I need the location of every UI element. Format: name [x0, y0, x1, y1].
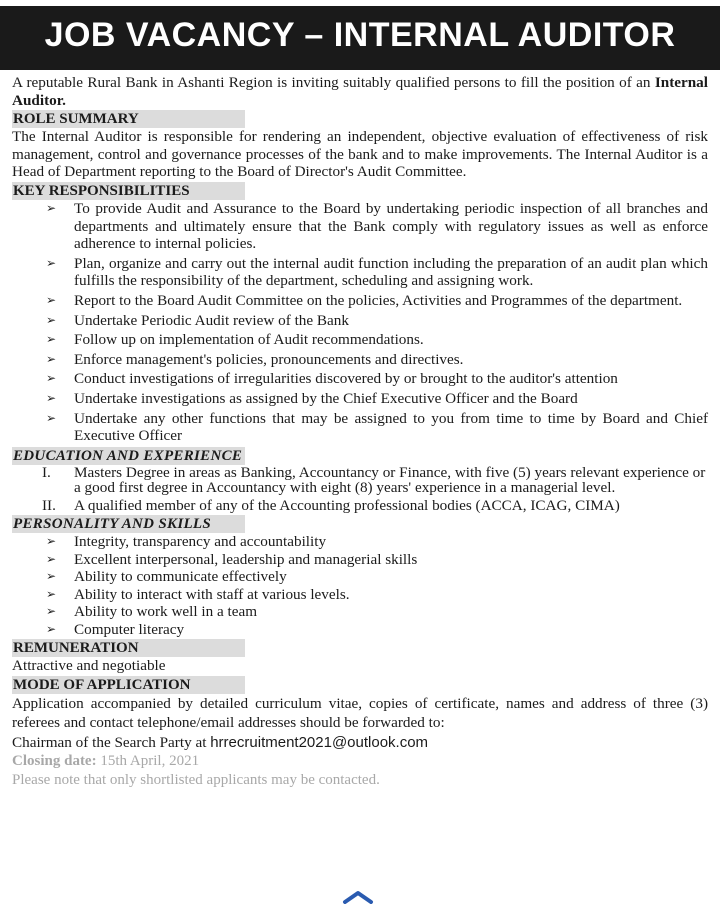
- bullet-arrow-icon: ➢: [46, 312, 57, 327]
- vacancy-document: [12, 74, 708, 790]
- bullet-arrow-icon: ➢: [46, 200, 57, 215]
- chevron-up-icon[interactable]: [341, 890, 375, 904]
- bullet-arrow-icon: ➢: [46, 604, 57, 619]
- closing-date-value: 15th April, 2021: [100, 753, 200, 770]
- list-item: ➢ Undertake Periodic Audit review of the Bank: [46, 311, 349, 329]
- contact-email: hrrecruitment2021@outlook.com: [210, 733, 429, 751]
- list-item: ➢ Ability to interact with staff at various levels.: [46, 585, 350, 603]
- skills-list: [12, 533, 708, 638]
- bullet-arrow-icon: ➢: [46, 351, 57, 366]
- chairman-line: Chairman of the Search Party at hrrecruitment2021@outlook.com: [12, 733, 429, 751]
- page-title: JOB VACANCY – INTERNAL AUDITOR: [44, 16, 676, 54]
- list-item: ➢ Excellent interpersonal, leadership and managerial skills: [46, 550, 418, 568]
- bullet-arrow-icon: ➢: [46, 371, 57, 386]
- list-item: I. Masters Degree in areas as Banking, Accountancy or Finance, with five (5) years relevant experience or a good first degree in Accountancy with eight (8) years' experience in a managerial level.: [42, 463, 706, 497]
- bullet-arrow-icon: ➢: [46, 534, 57, 549]
- section-heading-education: EDUCATION AND EXPERIENCE: [12, 447, 245, 465]
- intro-paragraph: [12, 74, 708, 109]
- bullet-arrow-icon: ➢: [46, 621, 57, 636]
- application-text: Application accompanied by detailed curriculum vitae, copies of certificate, names and address of three (3) referees and contact telephone/email addresses should be forwarded to:: [12, 694, 708, 732]
- list-item: II. A qualified member of any of the Accounting professional bodies (ACCA, ICAG, CIMA): [42, 496, 620, 514]
- list-item: ➢ Plan, organize and carry out the internal audit function including the preparation of an audit plan which fulfills the responsibility of the department, scheduling and assigning work.: [46, 254, 708, 290]
- list-item: ➢ Follow up on implementation of Audit recommendations.: [46, 331, 424, 349]
- education-list: [12, 465, 708, 514]
- list-item: ➢ Ability to communicate effectively: [46, 568, 287, 586]
- responsibilities-list: [12, 200, 708, 445]
- section-heading-application: MODE OF APPLICATION: [12, 676, 245, 694]
- intro-position: Internal Auditor.: [12, 74, 708, 109]
- title-banner: [0, 6, 720, 70]
- remuneration-text: Attractive and negotiable: [12, 657, 166, 675]
- section-heading-role-summary: ROLE SUMMARY: [12, 110, 245, 128]
- list-item: ➢ Report to the Board Audit Committee on the policies, Activities and Programmes of the department.: [46, 291, 683, 309]
- bullet-arrow-icon: ➢: [46, 390, 57, 405]
- bullet-arrow-icon: ➢: [46, 332, 57, 347]
- list-item: ➢ To provide Audit and Assurance to the Board by undertaking periodic inspection of all branches and departments and ultimately ensure that the Bank comply with regulatory issues as well as enforce adherence to internal policies.: [46, 199, 708, 253]
- bullet-arrow-icon: ➢: [46, 255, 57, 270]
- bullet-arrow-icon: ➢: [46, 292, 57, 307]
- bullet-arrow-icon: ➢: [46, 410, 57, 425]
- list-item: ➢ Computer literacy: [46, 620, 185, 638]
- closing-date-label: Closing date:: [12, 753, 97, 770]
- list-item: ➢ Enforce management's policies, pronouncements and directives.: [46, 350, 464, 368]
- list-item: ➢ Conduct investigations of irregularities discovered by or brought to the auditor's attention: [46, 370, 618, 388]
- section-heading-personality: PERSONALITY AND SKILLS: [12, 515, 245, 533]
- section-heading-key-responsibilities: KEY RESPONSIBILITIES: [12, 182, 245, 200]
- list-item: ➢ Integrity, transparency and accountability: [46, 533, 327, 551]
- section-heading-remuneration: REMUNERATION: [12, 639, 245, 657]
- list-item: ➢ Undertake investigations as assigned by the Chief Executive Officer and the Board: [46, 389, 578, 407]
- list-item: ➢ Ability to work well in a team: [46, 603, 258, 621]
- list-item: ➢ Undertake any other functions that may be assigned to you from time to time by Board and Chief Executive Officer: [46, 409, 708, 445]
- bullet-arrow-icon: ➢: [46, 551, 57, 566]
- closing-date-line: [12, 752, 708, 771]
- bullet-arrow-icon: ➢: [46, 586, 57, 601]
- intro-text: A reputable Rural Bank in Ashanti Region is inviting suitably qualified persons to fill the position of an: [12, 74, 655, 91]
- bullet-arrow-icon: ➢: [46, 569, 57, 584]
- role-summary-text: The Internal Auditor is responsible for rendering an independent, objective evaluation of effectiveness of risk management, control and governance processes of the bank and to make improvements. The Internal Auditor is a Head of Department reporting to the Board of Director's Audit Committee.: [12, 128, 708, 181]
- shortlist-note: Please note that only shortlisted applicants may be contacted.: [12, 772, 380, 789]
